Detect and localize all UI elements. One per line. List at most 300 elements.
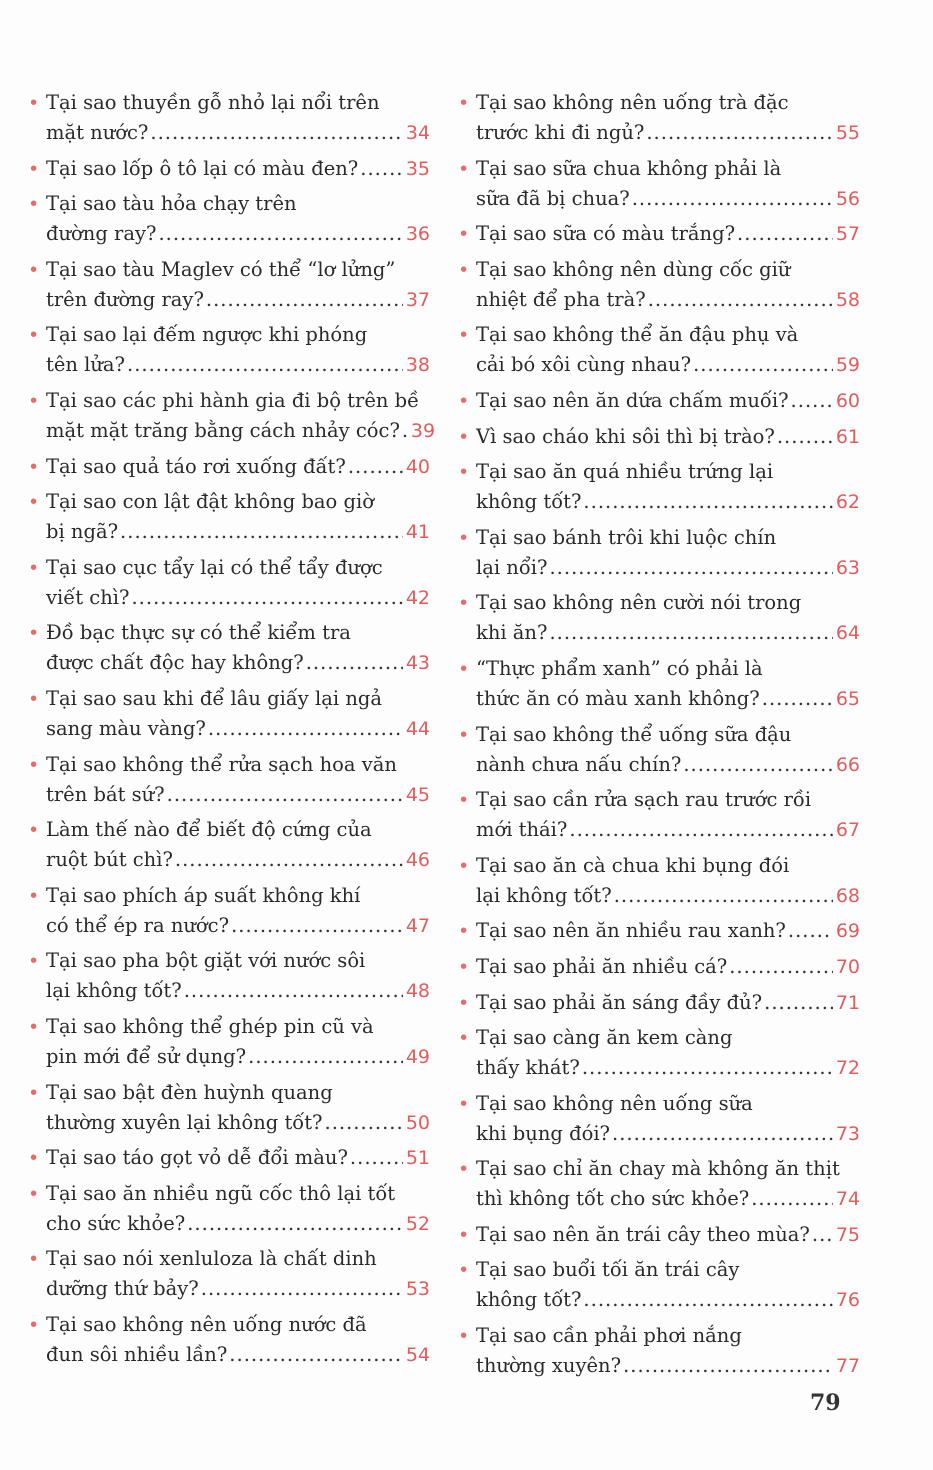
toc-dot-leader [127, 350, 403, 380]
toc-entry-title: Tại sao càng ăn kem càng [476, 1026, 733, 1050]
toc-dot-leader [612, 1119, 833, 1149]
bullet-icon: • [458, 461, 470, 484]
toc-entry-title: Tại sao cần rửa sạch rau trước rồi [476, 788, 812, 812]
bullet-icon: • [458, 324, 470, 347]
bullet-icon: • [28, 622, 40, 645]
toc-entry-title: sang màu vàng? [46, 716, 206, 740]
toc-dot-leader [206, 285, 403, 315]
toc-page-number: 47 [405, 914, 430, 937]
toc-dot-leader [360, 154, 403, 184]
toc-dot-leader [569, 815, 832, 845]
toc-page-number: 55 [835, 122, 860, 144]
bullet-icon: • [458, 223, 470, 246]
toc-dot-leader [208, 714, 403, 744]
toc-dot-leader [648, 285, 833, 315]
toc-page-number: 64 [835, 622, 860, 645]
toc-entry [458, 1154, 860, 1214]
toc-entry-title: không tốt? [476, 490, 582, 514]
toc-entry [458, 588, 860, 648]
toc-page-number: 71 [835, 991, 860, 1014]
toc-entry-line [476, 320, 860, 350]
bullet-icon: • [458, 526, 470, 549]
toc-entry-line [476, 881, 860, 911]
toc-entry-title: Tại sao các phi hành gia đi bộ trên bề [46, 388, 420, 412]
toc-entry-line [46, 320, 430, 350]
toc-page-number: 76 [835, 1289, 860, 1312]
toc-entry-title: Tại sao không nên uống trà đặc [476, 91, 789, 114]
toc-entry-line [46, 386, 430, 416]
toc-dot-leader [120, 517, 403, 547]
toc-entry-title: Tại sao táo gọt vỏ dễ đổi màu? [46, 1146, 348, 1170]
toc-entry [28, 684, 430, 744]
toc-entry-line [476, 350, 860, 380]
toc-entry-line [46, 714, 430, 744]
toc-page-number: 74 [835, 1188, 860, 1211]
toc-dot-leader [549, 553, 832, 583]
toc-entry-title: “Thực phẩm xanh” có phải là [476, 656, 763, 680]
toc-page-number: 37 [405, 288, 430, 311]
bullet-icon: • [458, 1158, 470, 1181]
toc-dot-leader [184, 976, 403, 1006]
toc-entry-line [46, 118, 430, 148]
toc-entry-title: thức ăn có màu xanh không? [476, 686, 760, 710]
toc-dot-leader [632, 184, 833, 214]
toc-entry-line [46, 1209, 430, 1239]
toc-entry-title: Tại sao sữa chua không phải là [476, 156, 782, 180]
toc-dot-leader [614, 881, 833, 911]
bullet-icon: • [28, 687, 40, 710]
bullet-icon: • [458, 1325, 470, 1348]
toc-page-number: 52 [405, 1212, 430, 1235]
toc-entry-title: không tốt? [476, 1288, 582, 1312]
toc-entry-line [46, 780, 430, 810]
toc-entry-title: Vì sao cháo khi sôi thì bị trào? [476, 424, 775, 448]
bullet-icon: • [28, 884, 40, 907]
toc-dot-leader [348, 452, 403, 482]
toc-entry-line [476, 1255, 860, 1285]
toc-entry-title: Tại sao sữa có màu trắng? [476, 222, 736, 246]
toc-entry-line [476, 523, 860, 553]
toc-entry-title: Tại sao không nên uống sữa [476, 1091, 753, 1115]
toc-entry-line [46, 517, 430, 547]
toc-entry-title: Tại sao không thể ăn đậu phụ và [476, 323, 799, 347]
toc-entry [28, 553, 430, 613]
toc-dot-leader [683, 750, 832, 780]
toc-entry-title: sữa đã bị chua? [476, 186, 630, 210]
bullet-icon: • [458, 1027, 470, 1050]
toc-dot-leader [623, 1351, 833, 1381]
toc-entry [28, 320, 430, 380]
toc-entry-line [46, 684, 430, 714]
toc-entry-line [476, 988, 860, 1018]
toc-entry-title: đun sôi nhiều lần? [46, 1342, 228, 1366]
toc-entry-title: Tại sao quả táo rơi xuống đất? [46, 454, 346, 478]
toc-entry-line [46, 487, 430, 517]
toc-entry-line [46, 976, 430, 1006]
toc-entry-title: mới thái? [476, 818, 568, 842]
toc-dot-leader [248, 1042, 403, 1072]
toc-entry-line [46, 255, 430, 285]
toc-entry-line [46, 583, 430, 613]
toc-page-number: 41 [405, 521, 430, 544]
toc-entry-title: Tại sao cục tẩy lại có thể tẩy được [46, 555, 383, 579]
toc-entry-line [46, 452, 430, 482]
toc-entry [458, 654, 860, 714]
toc-entry [28, 1143, 430, 1173]
toc-dot-leader [131, 583, 402, 613]
toc-entry-title: khi bụng đói? [476, 1121, 611, 1145]
toc-entry-title: khi ăn? [476, 621, 548, 645]
toc-entry-title: được chất độc hay không? [46, 651, 304, 675]
toc-entry-line [46, 219, 430, 249]
bullet-icon: • [28, 157, 40, 180]
bullet-icon: • [458, 592, 470, 615]
toc-entry-title: lại không tốt? [476, 883, 612, 907]
toc-entry-title: Tại sao nên ăn trái cây theo mùa? [476, 1222, 810, 1246]
toc-entry-title: Tại sao ăn nhiều ngũ cốc thô lại tốt [46, 1181, 396, 1205]
toc-entry [28, 881, 430, 941]
bullet-icon: • [458, 920, 470, 943]
toc-entry-line [46, 815, 430, 845]
toc-entry [458, 1220, 860, 1250]
toc-page-number: 42 [405, 586, 430, 609]
toc-entry-line [46, 285, 430, 315]
bullet-icon: • [28, 1313, 40, 1336]
toc-dot-leader [229, 1340, 403, 1370]
toc-dot-leader [582, 1053, 833, 1083]
toc-page-number: 77 [835, 1355, 860, 1378]
toc-entry-title: Tại sao không nên uống nước đã [46, 1312, 367, 1336]
toc-entry [28, 386, 436, 446]
toc-dot-leader [646, 118, 832, 148]
toc-dot-leader [751, 1184, 833, 1214]
toc-entry-title: Tại sao bật đèn huỳnh quang [46, 1080, 333, 1104]
toc-entry-line [476, 553, 860, 583]
toc-entry-line [46, 911, 430, 941]
toc-entry-line [46, 618, 430, 648]
bullet-icon: • [28, 455, 40, 478]
toc-page-number: 44 [405, 717, 430, 740]
toc-dot-leader [306, 648, 403, 678]
toc-entry-line [476, 1119, 860, 1149]
bullet-icon: • [28, 1147, 40, 1170]
toc-entry [458, 422, 860, 452]
toc-dot-leader [231, 911, 403, 941]
toc-entry-line [476, 916, 860, 946]
toc-page-number: 60 [835, 389, 860, 412]
toc-entry [28, 815, 430, 875]
toc-entry [28, 1244, 430, 1304]
toc-entry-title: Tại sao pha bột giặt với nước sôi [46, 949, 366, 973]
toc-entry-line [476, 1154, 860, 1184]
toc-entry-line [476, 1184, 860, 1214]
bullet-icon: • [458, 723, 470, 746]
toc-entry-line [476, 154, 860, 184]
toc-page-number: 36 [405, 223, 430, 246]
toc-page-number: 72 [835, 1057, 860, 1080]
toc-page-number: 34 [405, 122, 430, 144]
toc-entry-line [476, 851, 860, 881]
toc-page-number: 53 [405, 1278, 430, 1301]
toc-page-number: 69 [835, 920, 860, 943]
toc-entry-title: Làm thế nào để biết độ cứng của [46, 818, 372, 842]
toc-dot-leader [150, 118, 402, 148]
toc-page-number: 45 [405, 783, 430, 806]
toc-page-number: 40 [405, 455, 430, 478]
toc-entry-title: nhiệt để pha trà? [476, 287, 646, 311]
toc-page-number: 50 [405, 1111, 430, 1134]
toc-entry-title: Tại sao không thể uống sữa đậu [476, 722, 792, 746]
toc-entry-title: bị ngã? [46, 520, 119, 544]
toc-entry-line [476, 654, 860, 684]
toc-entry [458, 851, 860, 911]
toc-entry [458, 88, 860, 148]
bullet-icon: • [458, 389, 470, 412]
toc-entry-line [476, 487, 860, 517]
toc-entry-line [476, 118, 860, 148]
toc-page-number: 68 [835, 884, 860, 907]
toc-dot-leader [187, 1209, 403, 1239]
toc-entry-title: Tại sao ăn cà chua khi bụng đói [476, 853, 790, 877]
toc-page-number: 58 [835, 288, 860, 311]
toc-entry-line [46, 1108, 430, 1138]
toc-entry-line [476, 285, 860, 315]
toc-entry-line [476, 785, 860, 815]
toc-dot-leader [167, 780, 403, 810]
toc-page-number: 67 [835, 819, 860, 842]
toc-entry-line [476, 386, 860, 416]
toc-entry [28, 618, 430, 678]
toc-dot-leader [762, 684, 833, 714]
toc-dot-leader [175, 845, 403, 875]
toc-entry-line [46, 1012, 430, 1042]
toc-entry-title: Tại sao ăn quá nhiều trứng lại [476, 460, 774, 484]
toc-entry-title: đường ray? [46, 222, 157, 246]
bullet-icon: • [28, 491, 40, 514]
toc-dot-leader [693, 350, 833, 380]
toc-entry-line [46, 88, 430, 118]
toc-entry-line [46, 750, 430, 780]
toc-entry-title: lại không tốt? [46, 979, 182, 1003]
toc-entry-line [476, 457, 860, 487]
toc-entry [458, 1255, 860, 1315]
toc-entry [28, 452, 430, 482]
toc-entry-line [476, 1351, 860, 1381]
toc-entry [28, 1078, 430, 1138]
toc-page-number: 59 [835, 354, 860, 377]
toc-dot-leader [583, 1285, 832, 1315]
bullet-icon: • [28, 819, 40, 842]
bullet-icon: • [28, 324, 40, 347]
toc-entry [28, 1179, 430, 1239]
toc-entry-title: Tại sao cần phải phơi nắng [476, 1324, 742, 1348]
toc-entry-line [476, 422, 860, 452]
toc-entry [458, 320, 860, 380]
toc-entry-title: Tại sao nên ăn nhiều rau xanh? [476, 919, 786, 943]
toc-entry-line [46, 946, 430, 976]
bullet-icon: • [458, 1092, 470, 1115]
toc-entry-line [476, 1321, 860, 1351]
toc-entry-title: Tại sao sau khi để lâu giấy lại ngả [46, 686, 382, 710]
toc-entry-line [476, 618, 860, 648]
toc-entry-line [46, 1310, 430, 1340]
toc-entry-title: Tại sao buổi tối ăn trái cây [476, 1258, 740, 1282]
toc-page-number: 73 [835, 1122, 860, 1145]
toc-entry-line [476, 952, 860, 982]
toc-page-number: 75 [835, 1223, 860, 1246]
toc-entry-line [476, 1053, 860, 1083]
toc-page-number: 48 [405, 980, 430, 1003]
toc-entry-title: Tại sao phải ăn sáng đầy đủ? [476, 990, 763, 1014]
toc-entry-line [46, 350, 430, 380]
bullet-icon: • [28, 556, 40, 579]
toc-entry-title: Tại sao chỉ ăn chay mà không ăn thịt [476, 1157, 840, 1181]
toc-entry-line [476, 750, 860, 780]
toc-entry-line [46, 154, 430, 184]
bullet-icon: • [458, 789, 470, 812]
toc-entry-line [46, 1340, 430, 1370]
page-number: 79 [810, 1390, 841, 1416]
toc-entry [28, 255, 430, 315]
toc-entry-title: trên bát sứ? [46, 782, 165, 806]
toc-entry-line [46, 881, 430, 911]
toc-entry [458, 916, 860, 946]
toc-entry [458, 219, 860, 249]
toc-entry [28, 154, 430, 184]
bullet-icon: • [458, 657, 470, 680]
toc-entry-title: tên lửa? [46, 353, 126, 377]
toc-entry-title: thì không tốt cho sức khỏe? [476, 1187, 750, 1211]
bullet-icon: • [458, 92, 470, 114]
toc-page-number: 63 [835, 556, 860, 579]
toc-entry [458, 457, 860, 517]
toc-entry-title: Tại sao bánh trôi khi luộc chín [476, 525, 777, 549]
toc-entry [28, 1012, 430, 1072]
bullet-icon: • [28, 1182, 40, 1205]
toc-right-column [458, 88, 860, 1387]
bullet-icon: • [458, 425, 470, 448]
toc-entry-line [46, 1143, 430, 1173]
toc-page-number: 54 [405, 1343, 430, 1366]
toc-entry-line [476, 815, 860, 845]
toc-entry-title: Tại sao không nên dùng cốc giữ [476, 257, 791, 281]
bullet-icon: • [28, 753, 40, 776]
toc-entry-title: ruột bút chì? [46, 848, 173, 872]
toc-page-number: 62 [835, 491, 860, 514]
toc-entry [458, 1089, 860, 1149]
toc-entry-line [476, 720, 860, 750]
toc-dot-leader [402, 416, 408, 446]
toc-page-number: 49 [405, 1045, 430, 1068]
toc-entry-line [46, 648, 430, 678]
toc-entry [458, 386, 860, 416]
toc-page-number: 46 [405, 849, 430, 872]
toc-entry-line [46, 553, 430, 583]
toc-entry-line [46, 189, 430, 219]
toc-entry-line [476, 184, 860, 214]
toc-page-number: 65 [835, 687, 860, 710]
toc-entry-line [476, 684, 860, 714]
toc-entry-title: trên đường ray? [46, 287, 204, 311]
toc-entry [28, 88, 430, 148]
toc-entry [458, 785, 860, 845]
toc-dot-leader [201, 1274, 403, 1304]
toc-entry-line [46, 1244, 430, 1274]
toc-entry-title: Tại sao tàu hỏa chạy trên [46, 192, 297, 216]
toc-dot-leader [737, 219, 833, 249]
toc-dot-leader [549, 618, 832, 648]
toc-entry-title: Tại sao không thể rửa sạch hoa văn [46, 752, 397, 776]
bullet-icon: • [458, 854, 470, 877]
toc-entry [458, 720, 860, 780]
toc-entry-title: Tại sao lại đếm ngược khi phóng [46, 323, 368, 347]
toc-entry [28, 487, 430, 547]
toc-dot-leader [583, 487, 832, 517]
toc-entry [458, 255, 860, 315]
bullet-icon: • [28, 1081, 40, 1104]
toc-entry-title: pin mới để sử dụng? [46, 1044, 247, 1068]
toc-dot-leader [729, 952, 833, 982]
toc-entry-title: Tại sao con lật đật không bao giờ [46, 490, 374, 514]
bullet-icon: • [28, 1248, 40, 1271]
toc-entry-line [476, 1023, 860, 1053]
toc-entry-line [46, 1078, 430, 1108]
toc-entry-line [46, 1274, 430, 1304]
toc-entry-line [476, 588, 860, 618]
bullet-icon: • [458, 258, 470, 281]
toc-entry-title: dưỡng thứ bảy? [46, 1277, 199, 1301]
toc-page-number: 70 [835, 955, 860, 978]
toc-dot-leader [791, 386, 833, 416]
toc-dot-leader [764, 988, 833, 1018]
toc-entry-line [476, 1089, 860, 1119]
toc-entry [458, 523, 860, 583]
toc-entry [28, 946, 430, 1006]
toc-dot-leader [788, 916, 833, 946]
toc-entry-line [476, 255, 860, 285]
toc-page-number: 38 [405, 354, 430, 377]
toc-dot-leader [158, 219, 402, 249]
toc-entry-title: trước khi đi ngủ? [476, 121, 645, 144]
toc-entry [28, 1310, 430, 1370]
toc-page-number: 35 [405, 157, 430, 180]
toc-entry-title: cho sức khỏe? [46, 1211, 186, 1235]
toc-entry-title: thường xuyên? [476, 1354, 622, 1378]
toc-entry [458, 1321, 860, 1381]
bullet-icon: • [28, 1015, 40, 1038]
bullet-icon: • [28, 193, 40, 216]
toc-entry-title: Tại sao thuyền gỗ nhỏ lại nổi trên [46, 91, 380, 114]
bullet-icon: • [458, 1223, 470, 1246]
toc-entry-title: thấy khát? [476, 1056, 580, 1080]
toc-page-number: 61 [835, 425, 860, 448]
toc-entry-line [46, 1179, 430, 1209]
toc-dot-leader [812, 1220, 833, 1250]
toc-entry-title: viết chì? [46, 585, 130, 609]
toc-entry-title: mặt nước? [46, 121, 149, 144]
toc-entry-title: Tại sao không nên cười nói trong [476, 591, 802, 615]
toc-entry-title: Tại sao nói xenluloza là chất dinh [46, 1247, 377, 1271]
bullet-icon: • [28, 950, 40, 973]
toc-entry-title: cải bó xôi cùng nhau? [476, 353, 692, 377]
toc-entry-title: Tại sao phải ăn nhiều cá? [476, 954, 728, 978]
toc-entry-title: lại nổi? [476, 555, 548, 579]
bullet-icon: • [458, 157, 470, 180]
toc-entry [28, 189, 430, 249]
toc-page-number: 39 [410, 419, 436, 442]
toc-entry-title: Tại sao phích áp suất không khí [46, 883, 361, 907]
toc-entry-line [46, 1042, 430, 1072]
